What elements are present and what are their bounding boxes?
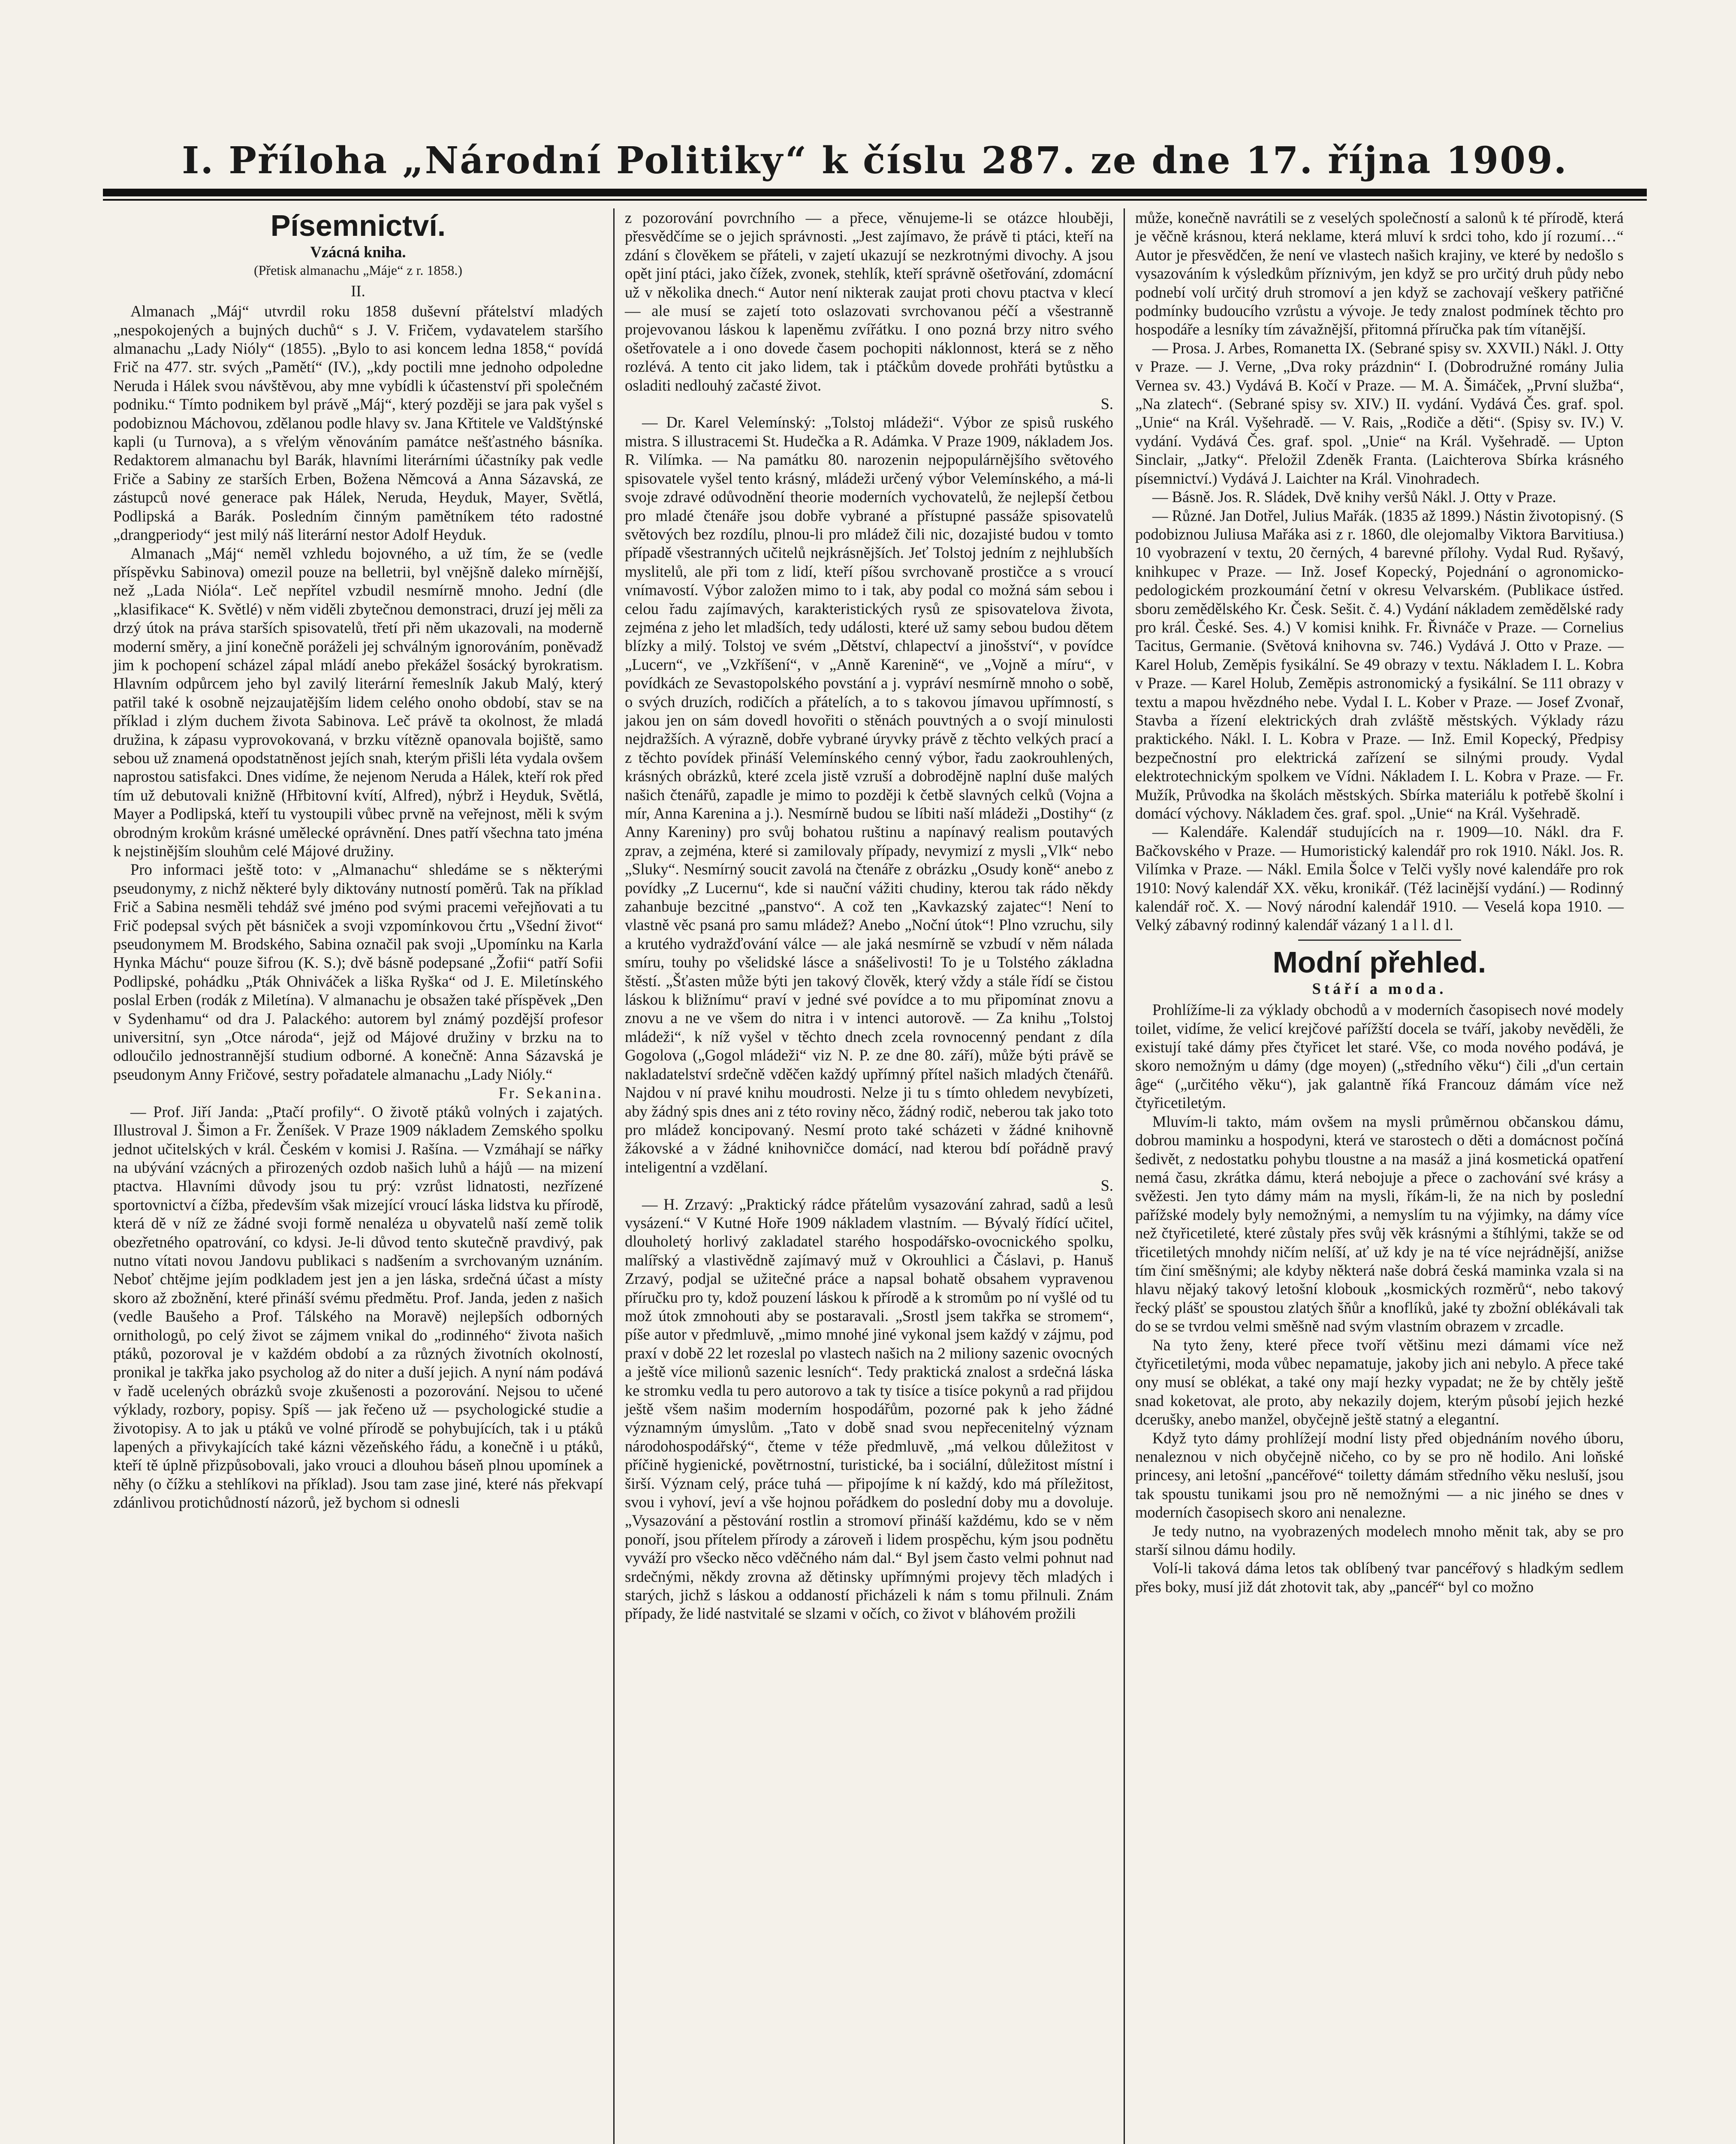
listing-poetry: — Básně. Jos. R. Sládek, Dvě knihy veršů Nákl. J. Otty v Praze.: [1152, 488, 1556, 506]
paragraph: Je tedy nutno, na vyobrazených modelech mnoho měnit tak, aby se pro starší silnou dámu hodily.: [1135, 1522, 1624, 1559]
newspaper-page: [103, 129, 1647, 2144]
article-subtitle: Stáří a moda.: [1312, 979, 1447, 997]
paragraph: z pozorování povrchního — a přece, věnujeme-li se otázce hlouběji, přesvědčíme se o jejich správnosti. „Jest zajímavo, že právě ti ptáci, kteří na zdání s člověkem se přáteli, v zajetí ukazují se nezkrotnými divochy. A jsou opět jiní ptáci, jako čížek, zvonek, stehlík, kteří správně ošetřování, zdomácní už v několika dnech.“ Autor není nikterak zaujat proti chovu ptactva v klecí — ale musí se zajetí toto oslazovati svrchovanou péčí a všestranně projevovanou láskou k lapeněmu zvířátku. I ono pozná brzy nitro svého ošetřovatele a i ono dovede časem pochopiti náklonnost, která se z něho rozlévá. A tento cit jako lidem, tak i ptáčkům dovede prohřáti bytůstku a osladiti nedlouhý začasté život.: [625, 209, 1113, 394]
paragraph: Mluvím-li takto, mám ovšem na mysli průměrnou občanskou dámu, dobrou maminku a hospodyni, která ve starostech o děti a domácnost počíná šedivět, z nedostatku pohybu tloustne a na masáž a jiná kosmetická opatření nemá času, zkrátka dámu, která nebojuje a přece o zachování své krásy a svěžesti. Jen tyto dámy mám na mysli, říkám-li, že na nich by poslední pařížské modely byly nemožnými, a nemyslím tu na výjimky, na dámy více než čtyřicetileté, které zůstaly přes svůj věk krásnými a štíhlými, takže se od třicetiletých mnohdy ničím nelíší, ať už kdy je na té více nejrádnější, anižse tím činí směšnými; ale kdyby některá naše dobrá česká maminka vzala si na hlavu nějaký takový letošní klobouk „kosmických rozměrů“, nebo takový řecký plášť se spoustou zlatých šňůr a knoflíků, jaké ty zbožní oblékávali tak do se se tvrdou velmi směšně nad svým vlastním obrazem v zrcadle.: [1135, 1112, 1624, 1335]
column-3: [1124, 208, 1634, 2144]
paragraph: Almanach „Máj“ utvrdil roku 1858 duševní přátelství mladých „nespokojených a bujných duchů“ s J. V. Fričem, vydavatelem staršího almanachu „Lady Nióly“ (1855). „Bylo to asi koncem ledna 1858,“ povídá Frič na 477. str. svých „Pamětí“ (IV.), „kdy poctili mne jednoho odpoledne Neruda i Hálek svou návštěvou, aby mne vybídli k účastenství při společném podniku.“ Tímto podnikem byl právě „Máj“, který později se jara pak vyšel s podobiznou Máchovou, zdělanou podle hlavy sv. Jana Křtitele ve Valdštýnské kapli (u Turnova), a s vřelým věnováním památce nešťastného básníka. Redaktorem almanachu byl Barák, hlavními literárními účastníky pak vedle Friče a Sabiny ze starších Erben, Božena Němcová a Anna Sázavská, ze zástupců nové generace pak Hálek, Neruda, Heyduk, Mayer, Světlá, Podlipská a Barák. Posledním činným pamětníkem této radostné „drangperiody“ jest milý náš literární nestor Adolf Heyduk.: [113, 302, 603, 544]
columns: [103, 208, 1647, 2144]
masthead-rule: [103, 189, 1647, 196]
paragraph: může, konečně navrátili se z veselých společností a salonů k té přírodě, která je věčně krásnou, která neklame, která mluví k srdci toho, kdo jí rozumí…“ Autor je přesvědčen, že není ve vlastech našich krajiny, ve které by nedošlo s vysazováním k výsledkům příznivým, jen když se pro určitý druh půdy nebo podnebí volí určitý druh stromoví a jen když se zachovají veškery patřičné podmínky budoucího vzrůstu a vývoje. Je tedy znalost podmínek těchto pro hospodáře a lesníky tím závažnější, přitomná příručka pak tím vítanější.: [1135, 209, 1624, 338]
listing-calendars: — Kalendáře. Kalendář studujících na r. 1909—10. Nákl. dra F. Bačkovského v Praze. — Humoristický kalendář pro rok 1910. Nákl. Jos. R. Vilímka v Praze. — Nákl. Emila Šolce v Telči vyšly nové kalendáře pro rok 1910: Nový kalendář XX. věku, kronikář. (Též lacinější vydání.) — Rodinný kalendář roč. X. — Nový národní kalendář 1910. — Veselá kopa 1910. — Velký zábavný rodinný kalendář vázaný 1 a l l. d l.: [1135, 823, 1624, 934]
listing-prose: — Prosa. J. Arbes, Romanetta IX. (Sebrané spisy sv. XXVII.) Nákl. J. Otty v Praze. — J. Verne, „Dva roky prázdnin“ I. (Dobrodružné romány Julia Vernea sv. 43.) Vydává B. Kočí v Praze. — M. A. Šimáček, „První služba“, „Na zlatech“. (Sebrané spisy sv. XIV.) II. vydání. Vydává Čes. graf. spol. „Unie“ na Král. Vyšehradě. — V. Rais, „Rodiče a děti“. (Spisy sv. IV.) V. vydání. Vydává Čes. graf. spol. „Unie“ na Král. Vyšehradě. — Upton Sinclair, „Jatky“. Přeložil Zdeněk Franta. (Laichterova Sbírka krásného písemnictví.) Vydává J. Laichter na Král. Vinohradech.: [1135, 339, 1624, 487]
review-paragraph: — Prof. Jiří Janda: „Ptačí profily“. O životě ptáků volných i zajatých. Illustroval J. Šimon a Fr. Ženíšek. V Praze 1909 nákladem Zemského spolku jednot učitelských v král. Českém v komisi J. Rašína. — Vzmáhají se nářky na ubývání vzácných a přirozených ozdob našich luhů a hájů — na mizení ptactva. Hlavními důvody jsou tu prý: vzrůst lidnatosti, nezřízené sportovnictví a čížba, především však mizející vroucí láska lidstva ku přírodě, která dě v níž ze žádné svoji formě nenaléza u obyvatelů naší země tolik obezřetného opatrování, co kdysi. Je-li důvod tento skutečně pravdivý, pak nutno vítati novou Jandovu publikaci s nadšením a svrchovaným uznáním. Neboť chtějme jejím podkladem jest jen a jen láska, srdečná účast a místy skoro až zbožnění, které přináší svému předmětu. Prof. Janda, jeden z našich (vedle Baušeho a Prof. Tálského na Moravě) nejlepších odborných ornithologů, po celý život se zájmem vnikal do „rodinného“ života našich ptáků, pozoroval je v každém období a za různých životních okolností, pronikal je takřka jako psycholog až do niter a duší jejich. A nyní nám podává v řadě ucelených obrázků svoje zkušenosti a pozorování. Nejsou to učené výklady, rozbory, popisy. Spíš — jak řečeno už — psychologické studie a životopisy. A to jak u ptáků ve volné přírodě se pohybujících, tak i u ptáků lapených a přivykajících také kázni vězeňského řádu, a konečně i u ptáků, kteří tě úplně přizpůsobovali, jako vrouci a dlouhou báseň plnou upomínek a něhy (o čížku a stehlíkovi na příklad). Jsou tam zase jiné, které nás překvapí zdánlivou protichůdností názorů, jež bychom si odnesli: [113, 1102, 603, 1512]
review-paragraph: — Dr. Karel Velemínský: „Tolstoj mládeži“. Výbor ze spisů ruského mistra. S illustracemi St. Hudečka a R. Adámka. V Praze 1909, nákladem Jos. R. Vilímka. — Na památku 80. narozenin nejpopulárnějšího světového spisovatele vyšel tento krásný, mládeži určený výbor Velemínského, a má-li svoje zdravé odůvodnění theorie moderních vychovatelů, že nejlepší četbou pro mladé čtenáře jsou dobře vybrané a přístupné passáže spisovatelů světových bez rozdílu, plnou-li pro mládež čili nic, dozajisté budou v tomto případě všestranných učitelů nejkrásnějších. Jeť Tolstoj jedním z nejhlubších myslitelů, ale při tom z lidí, kteří píšou svrchovaně prostičce a s vroucí vnímavostí. Výbor založen mimo to i tak, aby podal co možná sám sebou i celou řadu zajímavých, karakteristických rysů ze spisovatelova života, zejména z jeho let mladších, tedy události, které už samy sebou budou dětem blízky a milý. Tolstoj ve svém „Dětství, chlapectví a jinošství“, v povídce „Lucern“, ve „Vzkříšení“, v „Anně Karenině“, ve „Vojně a míru“, v povídkách ze Sevastopolského povstání a j. vypráví nesmírně mnoho o sobě, o svých druzích, rodičích a přátelích, a to s takovou jímavou upřímností, s jakou jen on sám dovedl hovořiti o stěnách pouvtných a o svojí minulosti nejdražších. A výrazně, dobře vybrané úryvky právě z těchto velkých prací a z těchto povídek přináší Velemínského cenný výbor, řadu zaokrouhlených, krásných obrázků, které zcela jistě vzruší a dobrodějně naplní duše malých našich čtenářů, zapadle je mimo to později k četbě slavných celků (Vojna a mír, Anna Karenina a j.). Nesmírně budou se líbiti naší mládeži „Dostihy“ (z Anny Kareniny) pro svůj bohatou ruštinu a napínavý realism poutavých zprav, a zejména, které si zamilovaly případy, nevymizí z mysli „Vlk“ nebo „Sluky“. Nesmírný soucit zavolá na čtenáře z obrázku „Osudy koně“ anebo z povídky „Z Lucernu“, kde si nauční vážiti chudiny, kterou tak rádo někdy zahanbuje bezcitné „panstvo“. A což ten „Kavkazský zajatec“! Není to vlastně věc psaná pro samu mládež? Anebo „Noční útok“! Plno vzruchu, sily a krutého vydražďování válce — ale jaká nesmírně se vzbudí v něm nálada smíru, touhy po všelidské lásce a snášelivosti! To je u Tolstého základna štěstí. „Šťasten může býti jen takový člověk, který vždy a stále řídí se čistou láskou k bližnímu“ praví v jedné své povídce a to mu připomínat znovu a znovu a ne ve všem do nitra i v intenci autorově. — Za knihu „Tolstoj mládeži“, k níž vyšel v těchto dnech zcela rovnocenný pendant z díla Gogolova („Gogol mládeži“ viz N. P. ze dne 80. září), může býti právě se nakladatelství srdečně vděčen každý upřímný přítel našich mladých čtenářů. Najdou v ní pravé knihu moudrosti. Nelze ji tu s tímto ohledem nevybízeti, aby žádný spis dnes ani z této roviny něco, žádný rodič, neberou tak jako toto pro mládež koncipovaný. Nesmí proto také scházeti v žádné knihovně žákovské a v žádné knihovničce domácí, nad kterou bdí pořádně pravý inteligentní a vzdělaní.: [625, 413, 1113, 1176]
signature: Fr. Sekanina.: [498, 1084, 603, 1102]
article-note: (Přetisk almanachu „Máje“ z r. 1858.): [253, 262, 463, 278]
column-2: [613, 208, 1124, 2144]
signature: S.: [1100, 395, 1113, 413]
review-paragraph: — H. Zrzavý: „Praktický rádce přátelům vysazování zahrad, sadů a lesů vysázení.“ V Kutné Hoře 1909 nákladem vlastním. — Bývalý řídící učitel, dlouholetý horlivý zakladatel starého hospodářsko-ovocnického spolku, malířský a vlastivědně zajímavý muž v Okrouhlici a Čáslavi, p. Hanuš Zrzavý, podjal se užitečné práce a napsal bohatě obsahem vypravenou příručku pro ty, kdož pouzení láskou k přírodě a k stromům po ní vyšlé od tu mož útok zmnohouti aby se postaravali. „Srostl jsem takřka se stromem“, píše autor v předmluvě, „mimo mnohé jiné vykonal jsem každý v zájmu, pod praxí v době 22 let rozeslal po vlastech našich na 2 miliony sazenic ovocných a ještě více milionů sazenic lesních“. Tedy praktická znalost a srdečná láska ke stromku vedla tu pero autorovo a tak ty tisíce a tisíce pokynů a rad přijdou ještě všem našim moderním hospodářům, pozorné pak k jeho žádné významným úmyslům. „Tato v době snad svou nepřecenitelný význam národohospodářský“, čteme v téže předmluvě, „má velkou důležitost v příčině hygienické, povětrnostní, turistické, ba i sociální, důležitost místní i širší. Význam celý, práce tuhá — připojíme k ní každý, kdo má příležitost, svou i vyhoví, jeví a vše hojnou pořádkem do poslední doby mu a dovoluje. „Vysazování a pěstování rostlin a stromoví přináší každému, kdo se v něm ponoří, jsou přítelem přírody a zároveň i lidem prospěchu, kým jsou podnětu vyváží pro všecko něco vděčného nám dal.“ Byl jsem často velmi pohnut nad srdečnými, někdy zrovna až dětinsky upřímnými projevy těch mladých i starých, jichž s láskou a oddaností přicházeli k nám s tomu přilnuli. Znám případy, že lidé nastvitalé se slzami v očích, co život v bláhovém prožili: [625, 1195, 1113, 1623]
part-number: II.: [351, 282, 365, 300]
masthead-rule-thin: [103, 199, 1647, 201]
paragraph: Na tyto ženy, které přece tvoří většinu mezi dámami více než čtyřicetiletými, moda vůbec nepamatuje, jakoby jich ani nebylo. A přece také ony musí se oblékat, a také ony mají hezky vypadat; ne že by chtěly ještě snad koketovat, ale proto, aby nekazily dojem, kterým působí jejich hezké dcerušky, anebo manžel, obyčejně ještě statný a elegantní.: [1135, 1336, 1624, 1428]
section-title-fashion: Modní přehled.: [1272, 945, 1486, 979]
article-subtitle: Vzácná kniha.: [310, 243, 406, 261]
section-title-literature: Písemnictví.: [270, 209, 446, 242]
paragraph: Almanach „Máj“ neměl vzhledu bojovného, a už tím, že se (vedle příspěvku Sabinova) omezil pouze na belletrii, byl vnějšně daleko mírnější, než „Lada Nióla“. Leč nepřítel vzbudil nesmírně mnoho. Jední (dle „klasifikace“ K. Světlé) v něm viděli zbytečnou demonstraci, druzí jej měli za drzý útok na práva starších spisovatelů, třetí při něm ukazovali, na moderně moderní směry, a jiní konečně poráželi jej schválným ignorováním, poněvadž jim k pochopení scházel zápal mládí anebo překážel šosácký byrokratism. Hlavním odpůrcem jeho byl zavilý literární řemeslník Jakub Malý, který patřil také k osobně nejzaujatějším lidem celého onoho období, stav se na příklad i zlým duchem života Sabinova. Leč právě ta okolnost, že mladá družina, k zápasu vyprovokovaná, v brzku vítězně opanovala bojiště, samo sebou už znamená opodstatněnost jejích snah, kterým přišli léta vydala ovšem naprostou satisfakci. Dnes vidíme, že nejenom Neruda a Hálek, kteří rok před tím už debutovali knižně (Hřbitovní kvítí, Alfred), nýbrž i Heyduk, Světlá, Mayer a Podlipská, kteří tu vystoupili vůbec prvně na veřejnost, měli k svým obrodným krokům krásné umělecké oprávnění. Dnes patří všechna tato jména k nejstinějším slouhům celé Májové družiny.: [113, 544, 603, 860]
section-divider: [1298, 940, 1461, 941]
paragraph: Prohlížíme-li za výklady obchodů a v moderních časopisech nové modely toilet, vidíme, že velicí krejčové pařížští docela se tváří, jakoby nevěděli, že existují také dámy přes čtyřicet let staré. Vše, co moda nového podává, je skoro nemožným u dámy (dge moyen) („středního věku“) čili „d'un certain âge“ („určitého věku“), jak galantně říká Francouz dámám více než čtyřicetiletým.: [1135, 1001, 1624, 1112]
paragraph: Volí-li taková dáma letos tak oblíbený tvar pancéřový s hladkým sedlem přes boky, musí již dát zhotovit tak, aby „pancéř“ byl co možno: [1135, 1559, 1624, 1596]
listing-misc: — Různé. Jan Dotřel, Julius Mařák. (1835 až 1899.) Nástin životopisný. (S podobiznou Juliusa Mařáka asi z r. 1860, dle olejomalby Viktora Barvitiusa.) 10 vyobrazení v textu, 20 černých, 4 barevné přílohy. Vydal Rud. Ryšavý, knihkupec v Praze. — Inž. Josef Kopecký, Pojednání o agronomicko-pedologickém prozkoumání četní v okresu Velvarském. (Publikace ústřed. sboru zemědělského Kr. Česk. Sešit. č. 4.) Vydání nákladem zemědělské rady pro král. České. Ses. 4.) V komisi knihk. Fr. Řivnáče v Praze. — Cornelius Tacitus, Germanie. (Světová knihovna sv. 746.) Vydává J. Otto v Praze. — Karel Holub, Zeměpis fysikální. Se 49 obrazy v textu. Nákladem I. L. Kobra v Praze. — Karel Holub, Zeměpis astronomický a fysikální. Se 111 obrazy v textu a mapou hvězdného nebe. Vydal I. L. Kober v Praze. — Josef Zvonař, Stavba a řízení elektrických drah zvláště městských. Výklady rázu praktického. Nákl. I. L. Kobra v Praze. — Inž. Emil Kopecký, Předpisy bezpečnostní pro elektrická zařízení se silnými proudy. Vydal elektrotechnickým spolkem ve Vídni. Nákladem I. L. Kobra v Praze. — Fr. Mužík, Průvodka na školách městských. Sbírka materiálu k potřebě školní i domácí výchovy. Nákladem čes. graf. spol. „Unie“ na Král. Vyšehradě.: [1135, 506, 1624, 822]
paragraph: Když tyto dámy prohlížejí modní listy před objednáním nového úboru, nenaleznou v nich obyčejně ničeho, co by se pro ně hodilo. Ani loňské princesy, ani letošní „pancéřové“ toiletty dámám středního věku nesluší, jsou tak spoustu tunikami jsou pro ně nemožnými — a nic jiného se dnes v moderních časopisech skoro ani nenalezne.: [1135, 1429, 1624, 1521]
masthead: I. Příloha „Národní Politiky“ k číslu 287. ze dne 17. října 1909.: [182, 139, 1568, 182]
signature: S.: [1100, 1177, 1113, 1195]
paragraph: Pro informaci ještě toto: v „Almanachu“ shledáme se s některými pseudonymy, z nichž některé byly diktovány nutností poměrů. Tak na příklad Frič a Sabina nesměli tehdáž své jméno pod svými pracemi veřejňovati a tu Frič podepsal svých pět básniček a svoji vzpomínkovou črtu „Všední život“ pseudonymem M. Brodského, Sabina označil pak svoji „Upomínku na Karla Hynka Máchu“ pouze šifrou (K. S.); dvě básně podepsané „Žofii“ patří Sofii Podlipské, pohádku „Pták Ohniváček a liška Ryška“ od J. E. Miletínského poslal Erben (rodák z Miletína). V almanachu je obsažen také příspěvek „Den v Sydenhamu“ od dra J. Palackého: autorem byl známý pozdější profesor universitní, syn „Otce národa“, jejž od Májové družiny v brzku na to odloučilo jednostrannější studium odborné. A konečně: Anna Sázavská je pseudonym Anny Fričové, sestry pořadatele almanachu „Lady Nióly.“: [113, 861, 603, 1083]
column-1: [103, 208, 613, 2144]
